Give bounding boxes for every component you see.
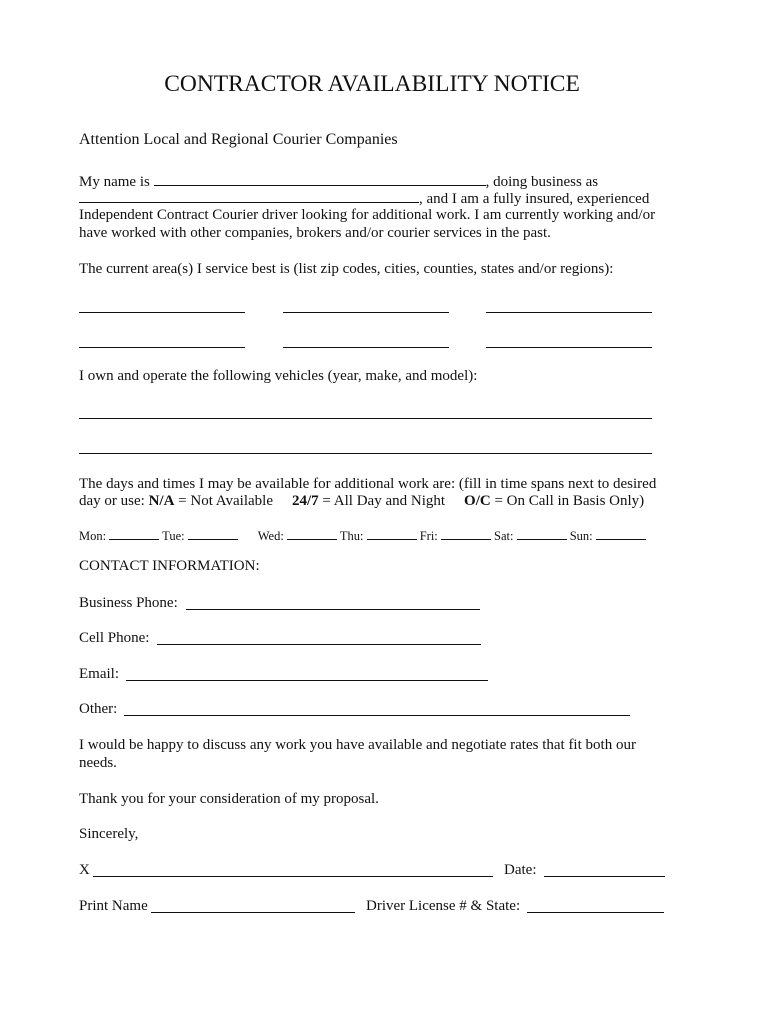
day-row: [79, 527, 646, 545]
business-phone-label: Business Phone:: [79, 595, 178, 611]
availability-line-1: The days and times I may be available for additional work are: (fill in time spans next to desired: [79, 476, 657, 492]
day-field-wed[interactable]: [287, 529, 337, 540]
on-call-text: = On Call in Basis Only): [490, 493, 645, 509]
day-field-tue[interactable]: [188, 529, 238, 540]
availability-prefix: day or use:: [79, 493, 149, 509]
day-label-wed: Wed:: [257, 529, 284, 543]
cell-phone-label: Cell Phone:: [79, 630, 150, 646]
thanks-text: Thank you for your consideration of my proposal.: [79, 791, 379, 807]
vehicle-field-1[interactable]: [79, 418, 652, 419]
area-field-4[interactable]: [79, 347, 245, 348]
print-name-label: Print Name: [79, 898, 148, 914]
signature-field[interactable]: [93, 876, 493, 877]
availability-line-2: [79, 492, 644, 510]
print-name-field[interactable]: [151, 912, 355, 913]
sincerely-text: Sincerely,: [79, 826, 139, 842]
na-code: N/A: [148, 493, 175, 509]
vehicles-prompt: I own and operate the following vehicles (year, make, and model):: [79, 368, 478, 384]
all-day-code: 24/7: [292, 493, 319, 509]
intro-line-4: have worked with other companies, brokers and/or courier services in the past.: [79, 225, 551, 241]
area-field-3[interactable]: [486, 312, 652, 313]
area-field-1[interactable]: [79, 312, 245, 313]
area-field-2[interactable]: [283, 312, 449, 313]
day-label-mon: Mon:: [79, 529, 107, 543]
all-day-text: = All Day and Night: [318, 493, 446, 509]
other-field[interactable]: [124, 715, 630, 716]
date-label: Date:: [504, 862, 537, 878]
day-label-sat: Sat:: [494, 529, 514, 543]
business-suffix: , and I am a fully insured, experienced: [419, 191, 650, 207]
business-name-field[interactable]: [79, 189, 419, 203]
area-field-5[interactable]: [283, 347, 449, 348]
day-field-mon[interactable]: [109, 529, 159, 540]
day-label-fri: Fri:: [419, 529, 438, 543]
closing-line-2: needs.: [79, 755, 117, 771]
day-label-sun: Sun:: [569, 529, 593, 543]
business-phone-field[interactable]: [186, 609, 480, 610]
other-label: Other:: [79, 701, 118, 717]
day-field-sat[interactable]: [517, 529, 567, 540]
name-suffix: , doing business as: [485, 174, 599, 190]
intro-line-3: Independent Contract Courier driver looking for additional work. I am currently working and/or: [79, 207, 656, 223]
email-field[interactable]: [126, 680, 488, 681]
area-field-6[interactable]: [486, 347, 652, 348]
name-field[interactable]: [154, 172, 486, 186]
day-field-sun[interactable]: [596, 529, 646, 540]
contact-heading: CONTACT INFORMATION:: [79, 558, 260, 574]
day-label-thu: Thu:: [339, 529, 364, 543]
license-label: Driver License # & State:: [366, 898, 521, 914]
name-prefix: My name is: [79, 174, 150, 190]
closing-line-1: I would be happy to discuss any work you have available and negotiate rates that fit both our: [79, 737, 636, 753]
date-field[interactable]: [544, 876, 665, 877]
page-title: CONTRACTOR AVAILABILITY NOTICE: [164, 71, 580, 97]
na-text: = Not Available: [174, 493, 273, 509]
vehicle-field-2[interactable]: [79, 453, 652, 454]
signature-mark: X: [79, 862, 90, 878]
on-call-code: O/C: [464, 493, 491, 509]
cell-phone-field[interactable]: [157, 644, 481, 645]
email-label: Email:: [79, 666, 119, 682]
attention-heading: Attention Local and Regional Courier Companies: [79, 131, 398, 148]
day-field-thu[interactable]: [367, 529, 417, 540]
day-label-tue: Tue:: [162, 529, 185, 543]
areas-prompt: The current area(s) I service best is (list zip codes, cities, counties, states and/or regions):: [79, 261, 614, 277]
license-field[interactable]: [527, 912, 664, 913]
day-field-fri[interactable]: [441, 529, 491, 540]
